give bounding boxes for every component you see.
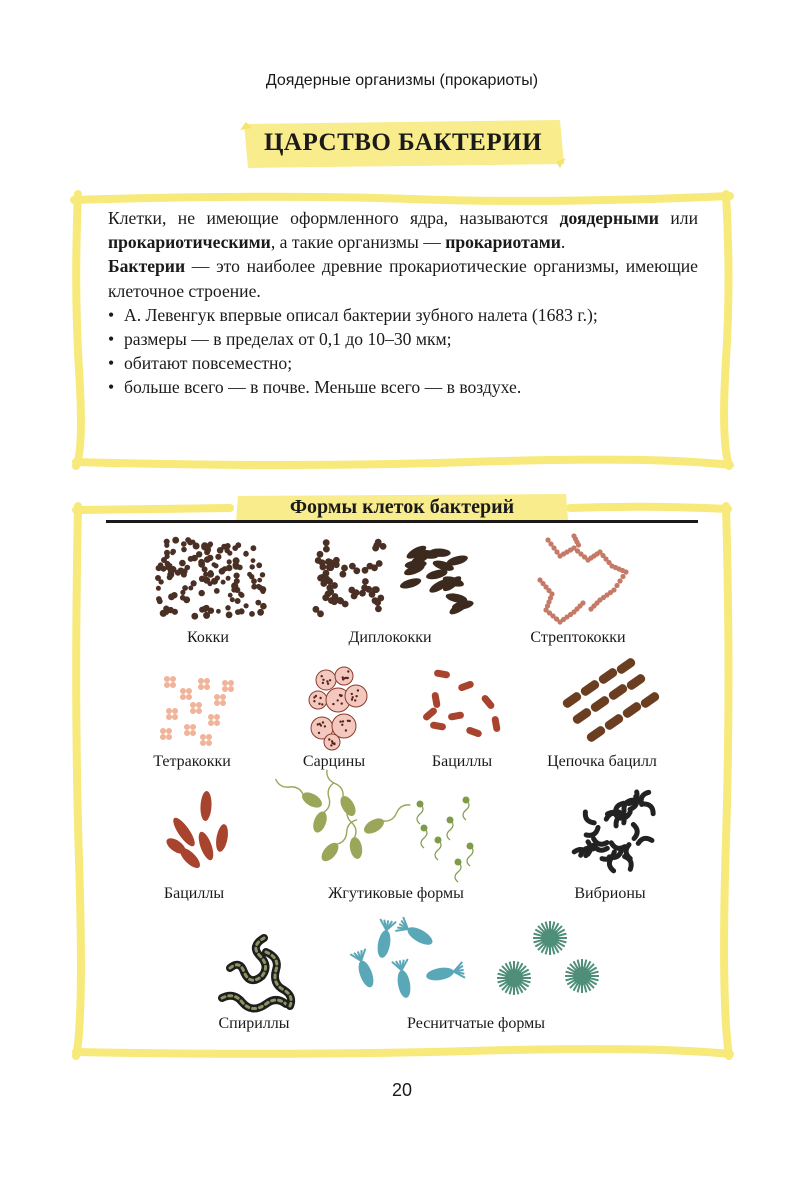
ciliate-illustration <box>350 917 599 999</box>
list-item: • больше всего — в почве. Меньше всего — в воздухе. <box>108 375 698 399</box>
vibrio-illustration <box>574 791 655 872</box>
forms-title: Формы клеток бактерий <box>289 496 515 518</box>
page-title: ЦАРСТВО БАКТЕРИИ <box>263 129 543 156</box>
label-sarciny: Сарцины <box>302 753 366 770</box>
streptococci-illustration <box>537 533 628 624</box>
list-item: • размеры — в пределах от 0,1 до 10–30 мкм; <box>108 327 698 351</box>
label-resnitchatye: Реснитчатые формы <box>407 1015 545 1032</box>
term-doyadernye: доядерными <box>559 208 659 228</box>
page-number: 20 <box>391 1080 413 1100</box>
term-prokarioticheskie: прокариотическими <box>108 232 271 253</box>
text-fragment: Клетки, не имеющие оформленного ядра, называются <box>108 208 560 228</box>
diplococci-illustration <box>313 539 475 617</box>
term-prokarioty: прокариотами <box>445 232 561 253</box>
text-fragment: или <box>658 208 698 228</box>
chapter-header: Доядерные организмы (прокариоты) <box>265 72 539 89</box>
label-vibriony: Вибрионы <box>574 885 646 902</box>
bacilli-chain-illustration <box>561 657 661 744</box>
label-cepochka-bacill: Цепочка бацилл <box>547 753 657 770</box>
label-zhgutikovye: Жгутиковые формы <box>328 885 464 902</box>
tetracocci-illustration <box>160 676 234 746</box>
label-streptokokki: Стрептококки <box>530 629 626 646</box>
label-spirilly: Спириллы <box>218 1015 290 1032</box>
list-item: • обитают повсеместно; <box>108 351 698 375</box>
list-item: • А. Левенгук впервые описал бактерии зубного налета (1683 г.); <box>108 303 698 327</box>
label-kokki: Кокки <box>187 629 229 646</box>
text-fragment: , а такие организмы — <box>270 232 446 253</box>
spirilla-illustration <box>222 938 291 1009</box>
cocci-illustration <box>155 537 267 620</box>
bacilli-illustration <box>422 669 501 738</box>
sarcina-illustration <box>309 667 367 750</box>
label-diplokokki: Диплококки <box>348 629 432 646</box>
term-bakterii: Бактерии <box>108 256 186 277</box>
label-bacilly-1: Бациллы <box>431 753 493 770</box>
flagellate-illustration <box>274 768 473 882</box>
label-bacilly-2: Бациллы <box>163 885 225 902</box>
text-fragment: — это наиболее древние прокариотические организмы, имеющие клеточное строение. <box>108 256 698 301</box>
bacilli-large-illustration <box>164 791 230 871</box>
text-fragment: . <box>560 232 566 253</box>
label-tetrakokki: Тетракокки <box>153 753 231 770</box>
